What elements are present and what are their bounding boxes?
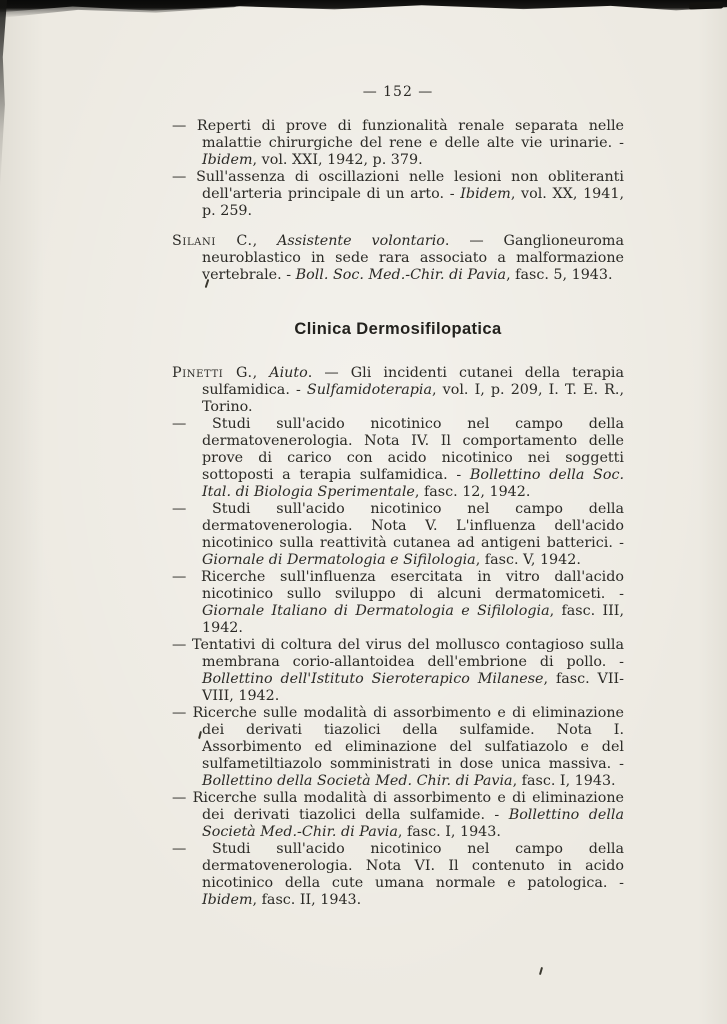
journal-title: Ibidem [202,152,253,168]
entry-text: — Ricerche sulla modalità di assorbimento e di eliminazione dei derivati tiazolici della sulfamide. - [172,790,624,823]
journal-title: Giornale di Dermatologia e Sifilologia [202,552,476,568]
entry-text: . — Ganglioneuroma neuroblastico in sede rara associato a malformazione vertebrale. - [202,233,624,283]
entry-text: — Studi sull'acido nicotinico nel campo della dermatovenerologia. Nota VI. Il contenuto in acido nicotinico della cute umana normale e patologica. - [172,841,624,891]
journal-title: Ibidem [202,892,253,908]
entry-text: , fasc. 12, 1942. [414,484,531,500]
bibliography-list-top [172,118,624,284]
scan-artifact-stray-mark [539,967,543,975]
bib-entry [172,569,624,637]
section-heading: Clinica Dermosifilopatica [294,320,502,338]
bib-entry [172,637,624,705]
entry-text: , fasc. III, 1942. [202,603,624,636]
entry-text: — Studi sull'acido nicotinico nel campo della dermatovenerologia. Nota V. L'influenza dell'acido nicotinico sulla reattività cutanea ad antigeni batterici. - [172,501,624,551]
entry-text: , [252,365,270,381]
bib-entry [172,501,624,569]
bib-entry [172,790,624,841]
entry-text: , vol. XX, 1941, p. 259. [202,186,625,219]
scan-artifact-left-edge [0,0,7,190]
page-content [172,84,624,909]
entry-text: , fasc. V, 1942. [475,552,581,568]
bib-entry [172,233,624,284]
journal-title: Boll. Soc. Med.-Chir. di Pavia [295,267,507,283]
scan-artifact-top-right-speck [689,1,723,9]
entry-text: — Studi sull'acido nicotinico nel campo della dermatovenerologia. Nota IV. Il comportamento delle prove di carico con acido nicotinico nei soggetti sottoposti a terapia sulfamidica. - [172,416,624,483]
bib-entry [172,169,624,220]
bib-entry [172,118,624,169]
bib-entry [172,365,624,416]
bib-entry [172,705,624,790]
entry-text: , fasc. VII-VIII, 1942. [202,671,624,704]
entry-text: , fasc. I, 1943. [512,773,616,789]
entry-text: , fasc. II, 1943. [252,892,362,908]
journal-title: Aiuto [269,365,308,381]
author-name: Pinetti G. [172,365,253,381]
entry-text: — Reperti di prove di funzionalità renale separata nelle malattie chirurgiche del rene e delle alte vie urinarie. - [172,118,624,151]
journal-title: Bollettino della Società Med. Chir. di Pavia [202,773,513,789]
entry-text: , fasc. 5, 1943. [506,267,613,283]
entry-text: — Sull'assenza di oscillazioni nelle lesioni non obliteranti dell'arteria principale di un arto. - [172,169,624,202]
entry-text: , [252,233,278,249]
entry-text: — Ricerche sull'influenza esercitata in vitro dall'acido nicotinico sullo sviluppo di alcuni dermatomiceti. - [172,569,624,602]
journal-title: Sulfamidoterapia [306,382,433,398]
author-name: Silani C. [172,233,253,249]
journal-title: Bollettino della Società Med.-Chir. di Pavia [202,807,624,840]
journal-title: Ibidem [460,186,511,202]
entry-text: , vol. XXI, 1942, p. 379. [252,152,423,168]
entry-text: , fasc. I, 1943. [397,824,501,840]
entry-text: , vol. I, p. 209, I. T. E. R., Torino. [202,382,624,415]
journal-title: Giornale Italiano di Dermatologia e Sifilologia [202,603,550,619]
entry-text: . — Gli incidenti cutanei della terapia sulfamidica. - [202,365,624,398]
scan-artifact-top-left-smudge [0,0,260,18]
bib-entry [172,416,624,501]
journal-title: Assistente volontario [277,233,445,249]
entry-text: — Ricerche sulle modalità di assorbimento e di eliminazione dei derivati tiazolici della sulfamide. Nota I. Assorbimento ed eliminazione del sulfatiazolo e del sulfametiltiazolo somministrati in dose unica massiva. - [172,705,624,772]
bib-entry [172,841,624,909]
page-number: — 152 — [362,84,434,100]
bibliography-list-bottom [172,365,624,909]
journal-title: Bollettino della Soc. Ital. di Biologia Sperimentale [202,467,624,500]
journal-title: Bollettino dell'Istituto Sieroterapico Milanese [202,671,544,687]
entry-text: — Tentativi di coltura del virus del mollusco contagioso sulla membrana corio-allantoidea dell'embrione di pollo. - [172,637,624,670]
